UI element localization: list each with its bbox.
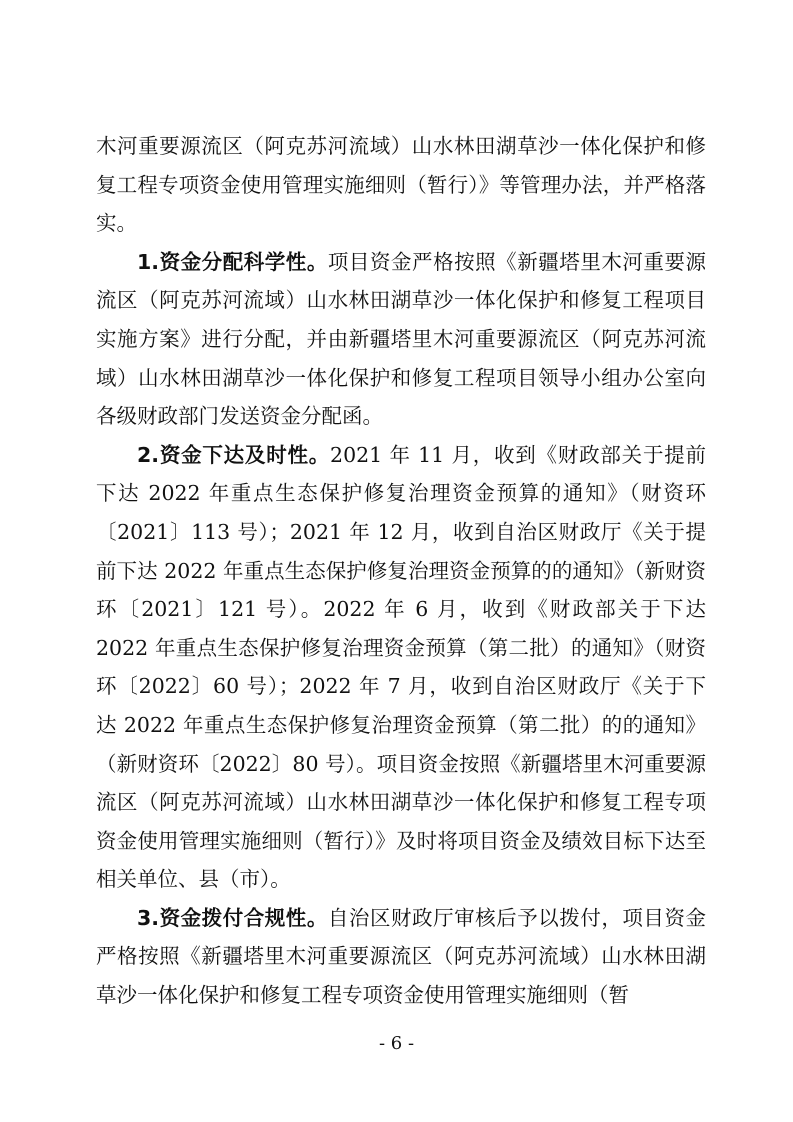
paragraph-text: 自治区财政厅审核后予以拨付，项目资金严格按照《新疆塔里木河重要源流区（阿克苏河流域）山水林田湖草沙一体化保护和修复工程专项资金使用管理实施细则（暂 xyxy=(96,905,707,1008)
paragraph-heading: 1.资金分配科学性。 xyxy=(137,249,328,274)
paragraph-text: 2021 年 11 月，收到《财政部关于提前下达 2022 年重点生态保护修复治理资金预算的通知》（财资环〔2021〕113 号）；2021 年 12 月，收到自治区财政厅《关于提前下达 2022 年重点生态保护修复治理资金预算的的通知》（新财资环〔2021〕121 号）。2022 年 6 月，收到《财政部关于下达 2022 年重点生态保护修复治理资金预算（第二批）的通知》（财资环〔2022〕60 号）；2022 年 7 月，收到自治区财政厅《关于下达 2022 年重点生态保护修复治理资金预算（第二批）的的通知》（新财资环〔2022〕80 号）。项目资金按照《新疆塔里木河重要源流区（阿克苏河流域）山水林田湖草沙一体化保护和修复工程专项资金使用管理实施细则（暂行）》及时将项目资金及绩效目标下达至相关单位、县（市）。 xyxy=(96,442,706,892)
paragraph-continuation xyxy=(96,127,706,243)
page-number: - 6 - xyxy=(378,1033,415,1054)
document-body xyxy=(96,127,706,1015)
paragraph-heading: 2.资金下达及时性。 xyxy=(137,442,331,467)
paragraph-fund-allocation xyxy=(96,243,706,436)
paragraph-heading: 3.资金拨付合规性。 xyxy=(137,905,328,930)
paragraph-text: 项目资金严格按照《新疆塔里木河重要源流区（阿克苏河流域）山水林田湖草沙一体化保护和修复工程项目实施方案》进行分配，并由新疆塔里木河重要源流区（阿克苏河流域）山水林田湖草沙一体化保护和修复工程项目领导小组办公室向各级财政部门发送资金分配函。 xyxy=(96,249,707,429)
paragraph-fund-compliance xyxy=(96,899,706,1015)
paragraph-fund-timeliness xyxy=(96,436,706,899)
paragraph-text: 木河重要源流区（阿克苏河流域）山水林田湖草沙一体化保护和修复工程专项资金使用管理实施细则（暂行）》等管理办法，并严格落实。 xyxy=(96,134,706,236)
